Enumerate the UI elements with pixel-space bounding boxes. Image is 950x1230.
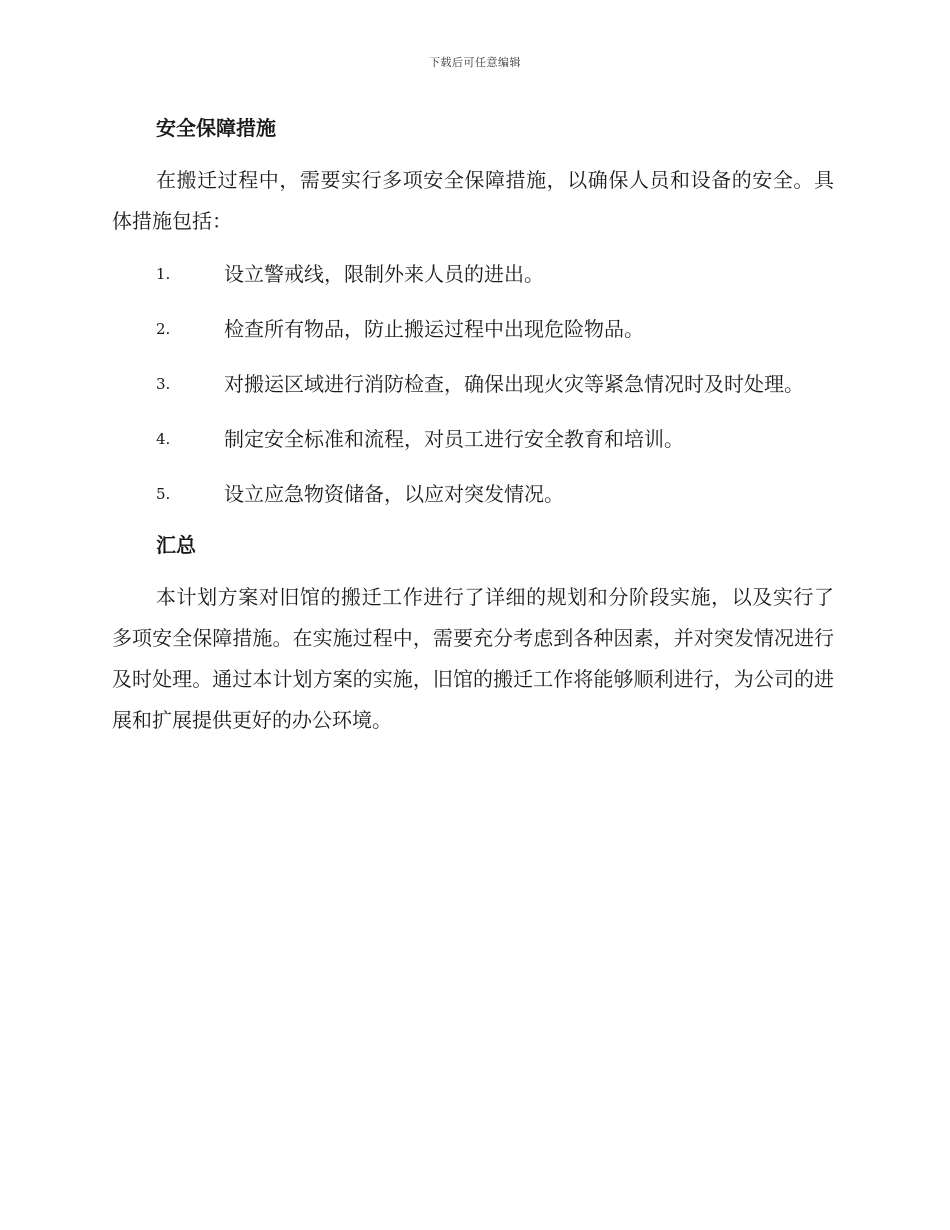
list-item-text: 制定安全标准和流程，对员工进行安全教育和培训。 [224, 427, 684, 451]
list-item-number: 5. [156, 485, 171, 503]
document-body [112, 110, 834, 741]
list-item [112, 309, 834, 350]
list-item-text: 对搬运区域进行消防检查，确保出现火灾等紧急情况时及时处理。 [224, 372, 804, 396]
list-item-text: 检查所有物品，防止搬运过程中出现危险物品。 [224, 317, 644, 341]
safety-measures-list [112, 254, 834, 515]
list-item-text: 设立应急物资储备，以应对突发情况。 [224, 482, 564, 506]
list-item-number: 4. [156, 430, 171, 448]
header-note: 下载后可任意编辑 [429, 56, 521, 69]
list-item [112, 254, 834, 295]
list-item [112, 419, 834, 460]
list-item-number: 2. [156, 320, 171, 338]
summary-paragraph: 本计划方案对旧馆的搬迁工作进行了详细的规划和分阶段实施，以及实行了多项安全保障措施。在实施过程中，需要充分考虑到各种因素，并对突发情况进行及时处理。通过本计划方案的实施，旧馆的搬迁工作将能够顺利进行，为公司的进展和扩展提供更好的办公环境。 [112, 585, 834, 732]
safety-intro-paragraph: 在搬迁过程中，需要实行多项安全保障措施，以确保人员和设备的安全。具体措施包括： [112, 168, 834, 233]
list-item [112, 474, 834, 515]
section-title-summary: 汇总 [156, 533, 196, 557]
list-item-number: 3. [156, 375, 171, 393]
list-item [112, 364, 834, 405]
list-item-text: 设立警戒线，限制外来人员的进出。 [224, 262, 544, 286]
section-title-safety: 安全保障措施 [156, 116, 276, 140]
list-item-number: 1. [156, 265, 171, 283]
